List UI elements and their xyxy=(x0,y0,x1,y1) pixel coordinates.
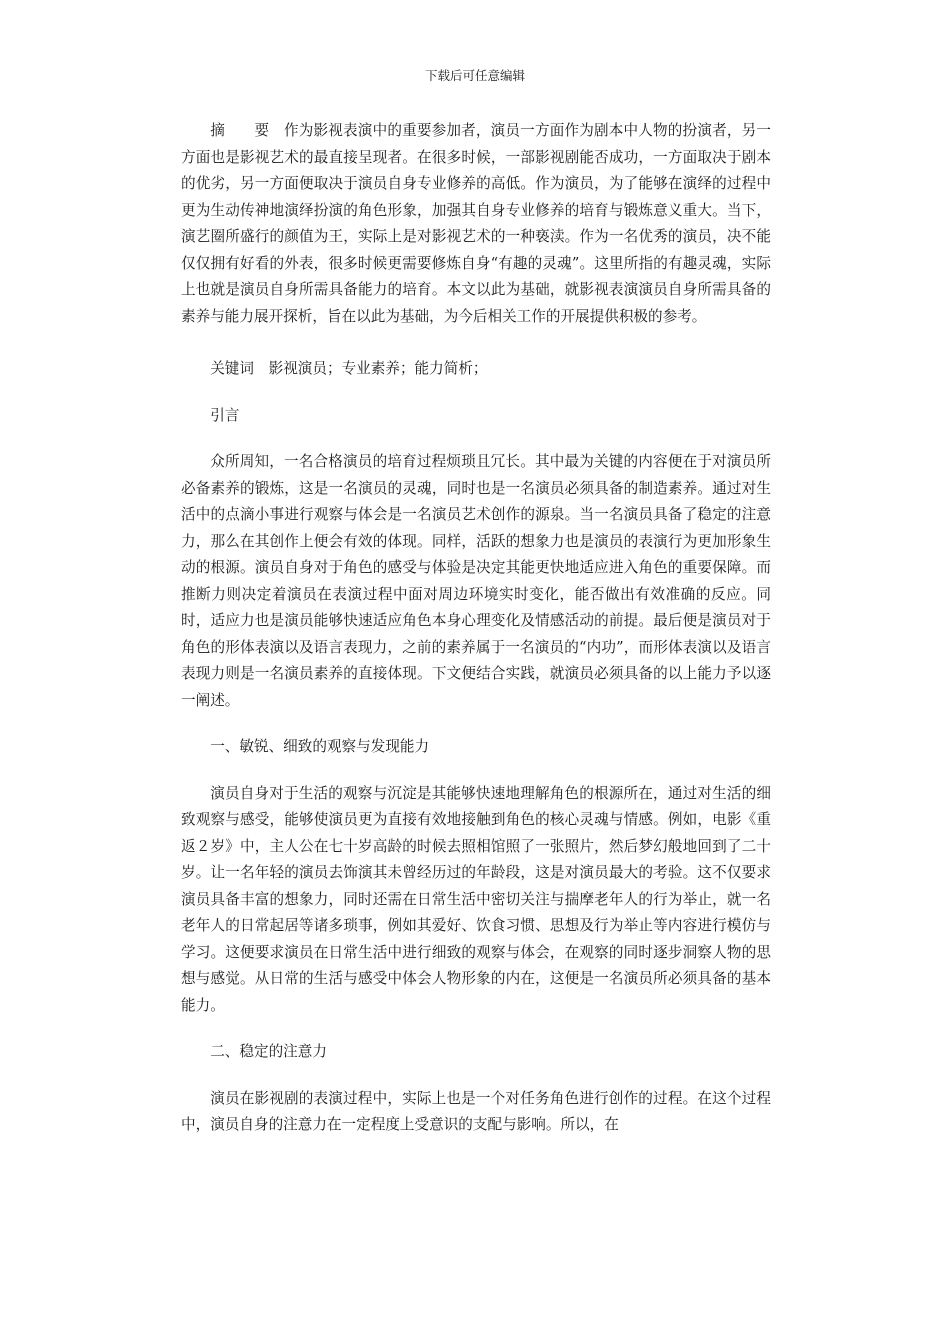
keywords-line xyxy=(181,356,771,383)
document-body xyxy=(181,118,771,1139)
keywords-text: 影视演员；专业素养；能力简析； xyxy=(268,360,488,377)
section1-paragraph: 演员自身对于生活的观察与沉淀是其能够快速地理解角色的根源所在，通过对生活的细致观察与感受，能够使演员更为直接有效地接触到角色的核心灵魂与情感。例如，电影《重返２岁》中，主人公在七十岁高龄的时候去照相馆照了一张照片，然后梦幻般地回到了二十岁。让一名年轻的演员去饰演其未曾经历过的年龄段，这是对演员最大的考验。这不仅要求演员具备丰富的想象力，同时还需在日常生活中密切关注与揣摩老年人的行为举止，就一名老年人的日常起居等诸多琐事，例如其爱好、饮食习惯、思想及行为举止等内容进行模仿与学习。这便要求演员在日常生活中进行细致的观察与体会，在观察的同时逐步洞察人物的思想与感觉。从日常的生活与感受中体会人物形象的内在，这便是一名演员所必须具备的基本能力。 xyxy=(181,784,771,1014)
abstract-text: 作为影视表演中的重要参加者，演员一方面作为剧本中人物的扮演者，另一方面也是影视艺术的最直接呈现者。在很多时候，一部影视剧能否成功，一方面取决于剧本的优劣，另一方面便取决于演员自身专业修养的高低。作为演员，为了能够在演绎的过程中更为生动传神地演绎扮演的角色形象，加强其自身专业修养的培育与锻炼意义重大。当下，演艺圈所盛行的颜值为王，实际上是对影视艺术的一种亵渎。作为一名优秀的演员，决不能仅仅拥有好看的外表，很多时候更需要修炼自身“有趣的灵魂”。这里所指的有趣灵魂，实际上也就是演员自身所需具备能力的培育。本文以此为基础，就影视表演演员自身所需具备的素养与能力展开探析，旨在以此为基础，为今后相关工作的开展提供积极的参考。 xyxy=(181,122,771,325)
abstract-label: 摘 要 xyxy=(210,122,270,139)
page-header: 下载后可任意编辑 xyxy=(424,68,525,83)
section2-paragraph: 演员在影视剧的表演过程中，实际上也是一个对任务角色进行创作的过程。在这个过程中，演员自身的注意力在一定程度上受意识的支配与影响。所以，在 xyxy=(181,1089,771,1133)
abstract-paragraph xyxy=(181,118,771,330)
intro-heading: 引言 xyxy=(210,406,240,424)
section2-heading: 二、稳定的注意力 xyxy=(210,1043,327,1060)
section1-heading: 一、敏锐、细致的观察与发现能力 xyxy=(210,738,430,755)
keywords-label: 关键词 xyxy=(210,360,254,377)
intro-paragraph: 众所周知，一名合格演员的培育过程烦琐且冗长。其中最为关键的内容便在于对演员所必备素养的锻炼，这是一名演员的灵魂，同时也是一名演员必须具备的制造素养。通过对生活中的点滴小事进行观察与体会是一名演员艺术创作的源泉。当一名演员具备了稳定的注意力，那么在其创作上便会有效的体现。同样，活跃的想象力也是演员的表演行为更加形象生动的根源。演员自身对于角色的感受与体验是决定其能更快地适应进入角色的重要保障。而推断力则决定着演员在表演过程中面对周边环境实时变化，能否做出有效准确的反应。同时，适应力也是演员能够快速适应角色本身心理变化及情感活动的前提。最后便是演员对于角色的形体表演以及语言表现力，之前的素养属于一名演员的“内功”，而形体表演以及语言表现力则是一名演员素养的直接体现。下文便结合实践，就演员必须具备的以上能力予以逐一阐述。 xyxy=(181,453,771,709)
